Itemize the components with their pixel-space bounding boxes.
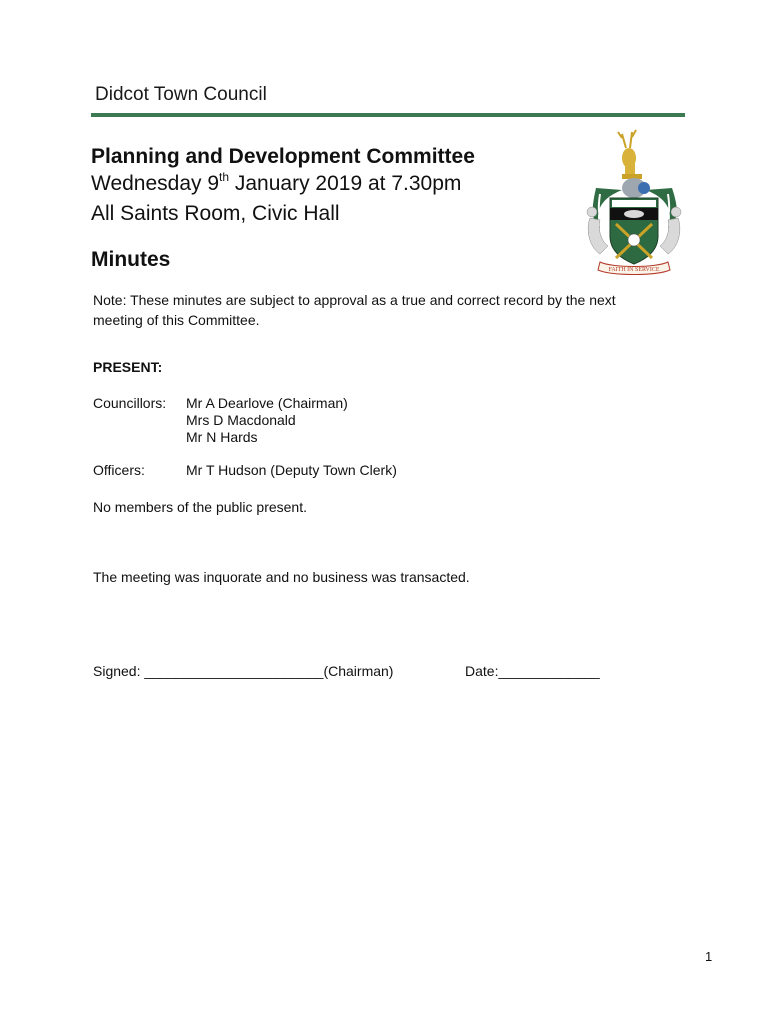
- attendee-name: Mrs D Macdonald: [186, 412, 296, 428]
- meeting-title: Planning and Development Committee: [91, 145, 475, 168]
- officer-name: Mr T Hudson (Deputy Town Clerk): [186, 462, 397, 478]
- meeting-date-prefix: Wednesday 9: [91, 172, 220, 195]
- councillors-label: Councillors:: [93, 395, 167, 411]
- public-statement: No members of the public present.: [93, 499, 307, 515]
- coat-of-arms-icon: [582, 128, 686, 276]
- approval-note: Note: These minutes are subject to approval as a true and correct record by the next meeting of this Committee.: [93, 292, 616, 328]
- attendee-name: Mr N Hards: [186, 429, 258, 445]
- shield: [610, 198, 658, 264]
- meeting-date-ordinal: th: [219, 170, 230, 184]
- page-number: 1: [705, 949, 713, 964]
- meeting-venue: All Saints Room, Civic Hall: [91, 202, 340, 225]
- motto-text: FAITH IN SERVICE: [608, 267, 660, 273]
- council-name: Didcot Town Council: [95, 84, 267, 105]
- minutes-heading: Minutes: [91, 248, 171, 271]
- stag-crest: [618, 130, 642, 179]
- officers-label: Officers:: [93, 462, 145, 478]
- meeting-date: [91, 172, 461, 196]
- date-signature-line: Date:_____________: [465, 663, 600, 679]
- business-statement: The meeting was inquorate and no business was transacted.: [93, 569, 470, 585]
- header-divider: [91, 113, 685, 117]
- meeting-date-rest: January 2019 at 7.30pm: [229, 172, 462, 195]
- attendee-name: Mr A Dearlove (Chairman): [186, 395, 348, 411]
- signature-line: Signed: _______________________(Chairman): [93, 663, 394, 679]
- present-heading: PRESENT:: [93, 359, 163, 375]
